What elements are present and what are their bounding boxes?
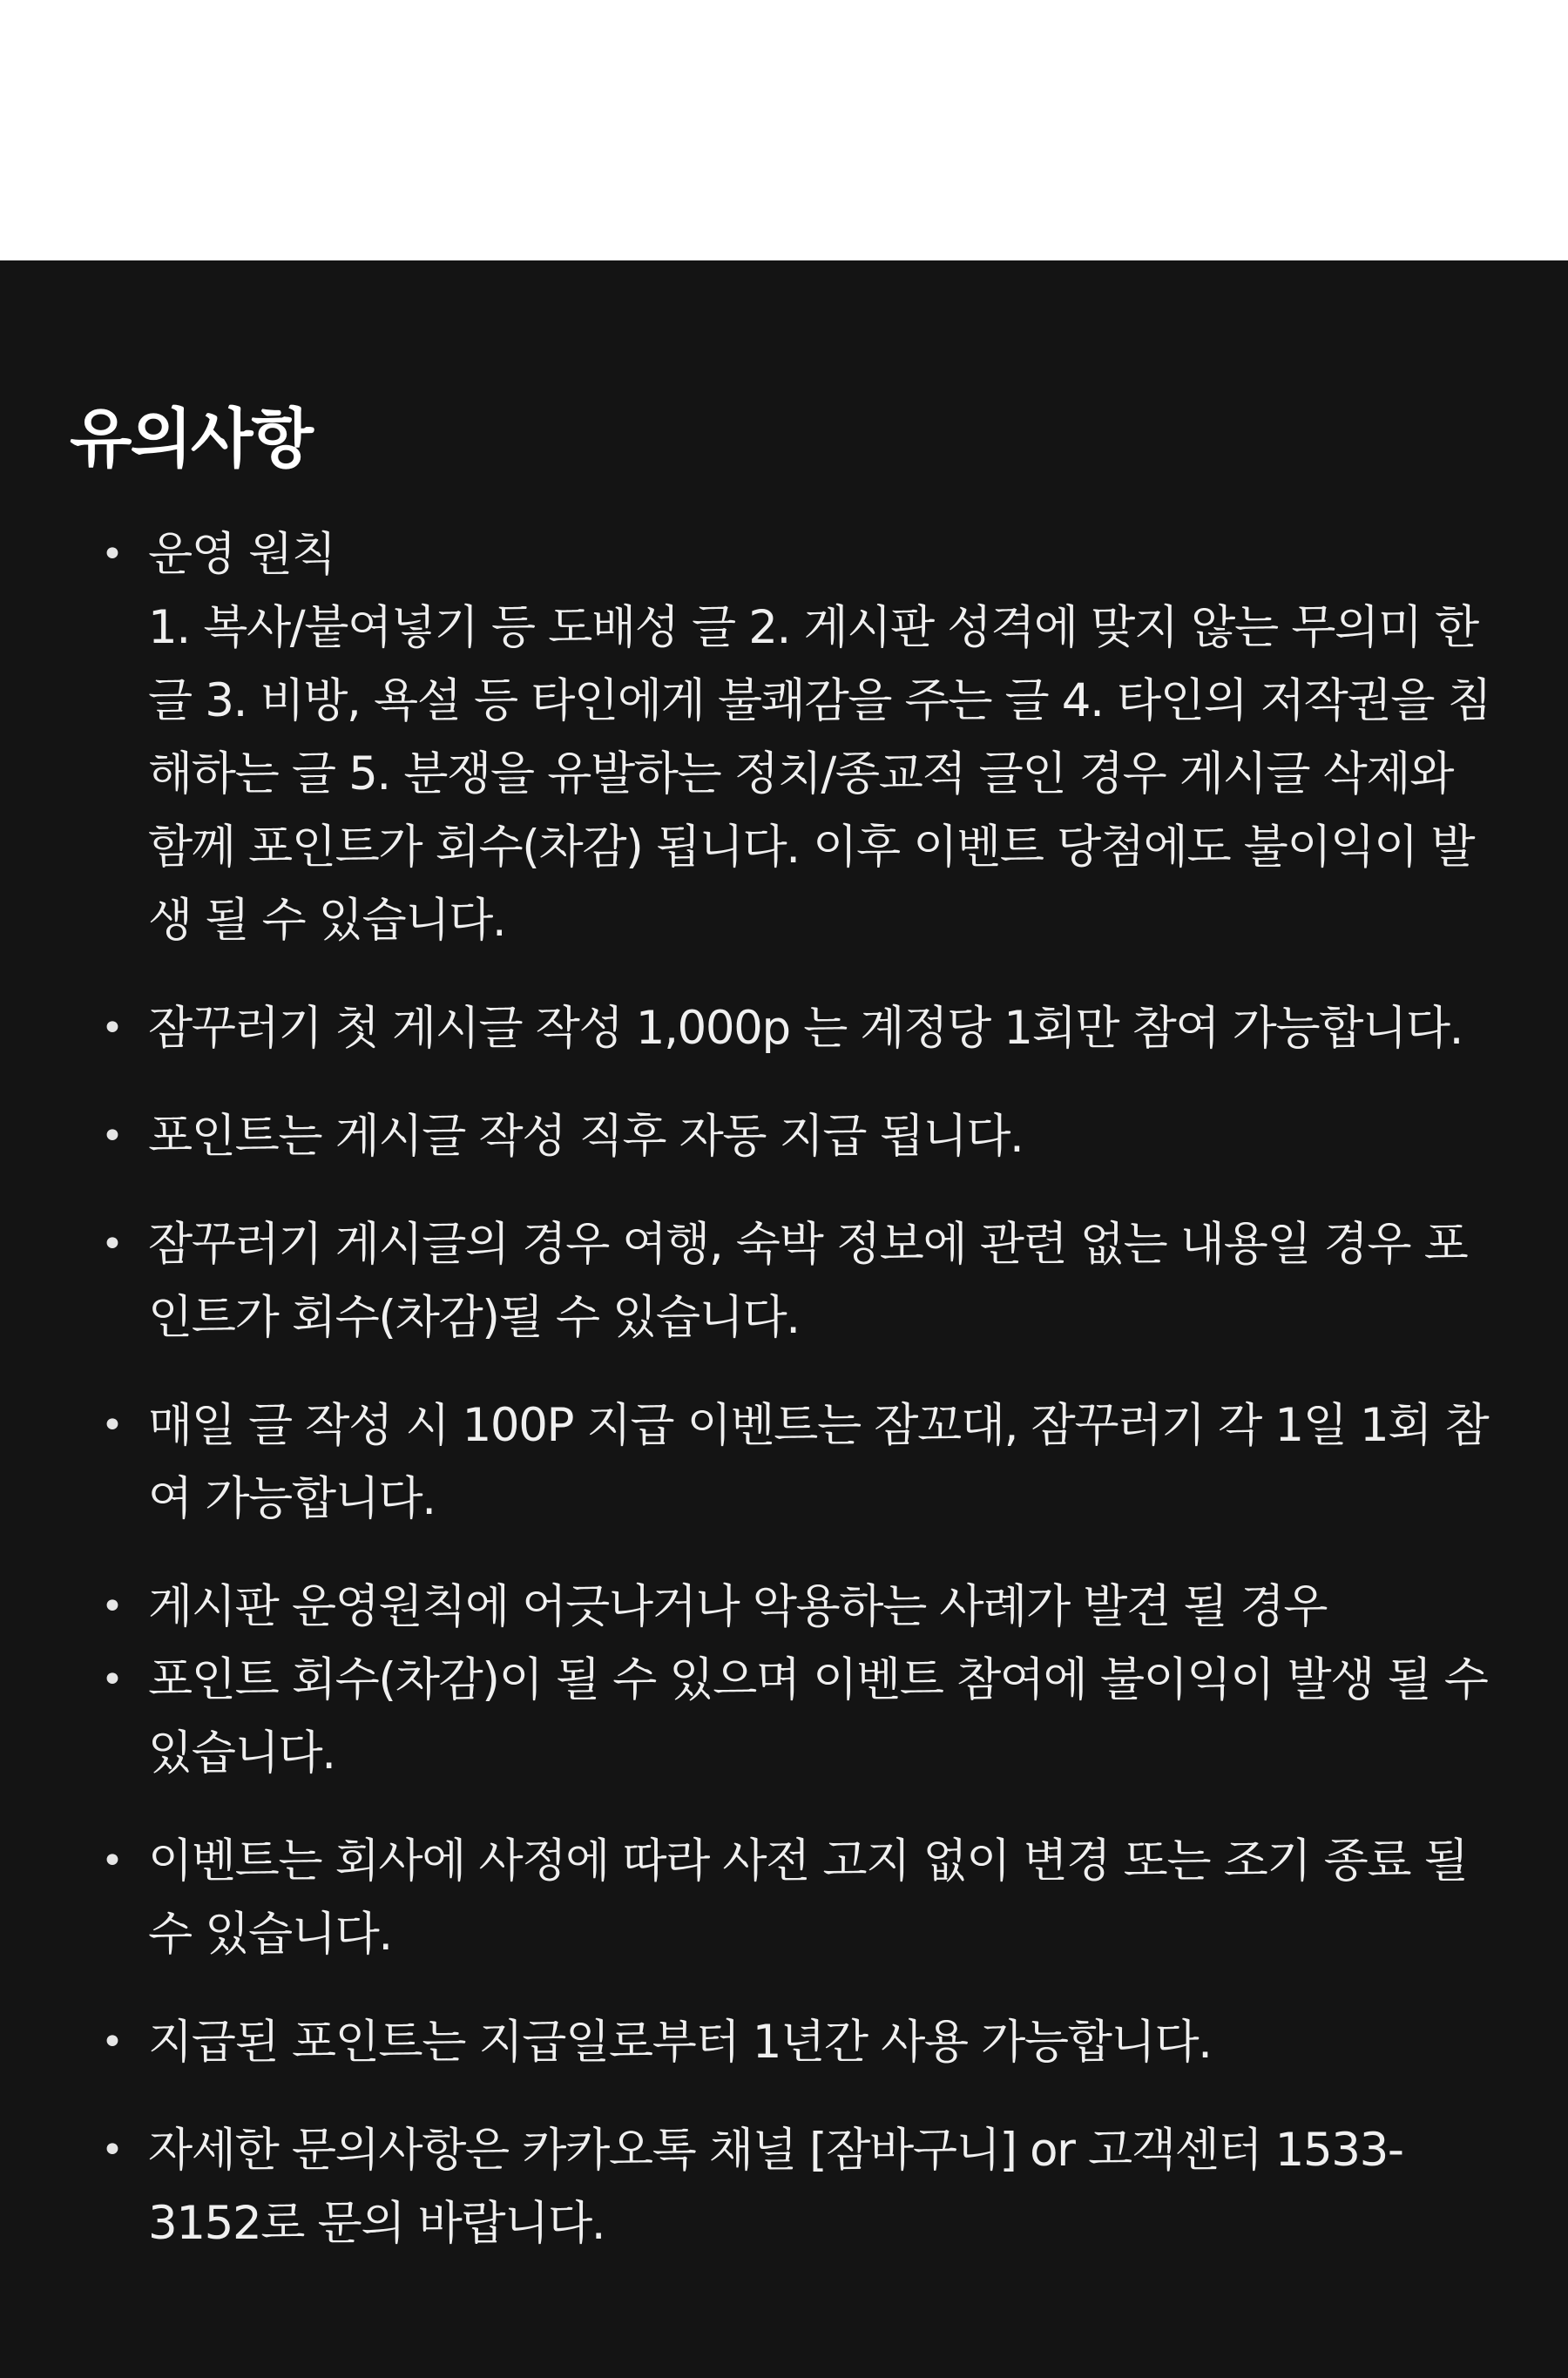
notice-item-point-validity — [70, 2006, 1502, 2079]
notice-item-text: 매일 글 작성 시 100P 지급 이벤트는 잠꼬대, 잠꾸러기 각 1일 1회 참여 가능합니다. — [148, 1399, 1489, 1525]
notice-item-point-recovery — [70, 1644, 1502, 1790]
notice-item-text: 포인트는 게시글 작성 직후 자동 지급 됩니다. — [148, 1110, 1024, 1163]
notice-item-text: 잠꾸러기 첫 게시글 작성 1,000p 는 계정당 1회만 참여 가능합니다. — [148, 1002, 1463, 1055]
notice-list — [70, 518, 1502, 2260]
notice-title: 유의사항 — [70, 402, 312, 476]
notice-item-body — [148, 518, 1502, 957]
notice-panel — [0, 260, 1568, 2378]
notice-item-auto-payment — [70, 1100, 1502, 1173]
bullet-icon: • — [101, 1222, 124, 1267]
top-blank-area — [0, 0, 1568, 260]
bullet-icon: • — [101, 1584, 124, 1629]
bullet-icon: • — [101, 2020, 124, 2064]
notice-item-text: 게시판 운영원칙에 어긋나거나 악용하는 사례가 발견 될 경우 — [148, 1580, 1328, 1633]
notice-item-text: 이벤트는 회사에 사정에 따라 사전 고지 없이 변경 또는 조기 종료 될 수 있습니다. — [148, 1834, 1468, 1961]
notice-item-policy-violation — [70, 1571, 1502, 1644]
bullet-icon: • — [101, 2128, 124, 2172]
notice-item-contact — [70, 2114, 1502, 2260]
notice-item-event-change — [70, 1825, 1502, 1971]
bullet-icon: • — [101, 1658, 124, 1702]
notice-item-text: 1. 복사/붙여넣기 등 도배성 글 2. 게시판 성격에 맞지 않는 무의미 한 글 3. 비방, 욕설 등 타인에게 불쾌감을 주는 글 4. 타인의 저작권을 침해하는 글 5. 분쟁을 유발하는 정치/종교적 글인 경우 게시글 삭제와 함께 포인트가 회수(차감) 됩니다. 이후 이벤트 당첨에도 불이익이 발생 될 수 있습니다. — [148, 601, 1491, 947]
notice-item-first-post-points — [70, 992, 1502, 1065]
notice-item-heading: 운영 원칙 — [148, 528, 335, 581]
notice-item-text: 포인트 회수(차감)이 될 수 있으며 이벤트 참여에 불이익이 발생 될 수 있습니다. — [148, 1653, 1488, 1780]
notice-item-text: 자세한 문의사항은 카카오톡 채널 [잠바구니] or 고객센터 1533-3152로 문의 바랍니다. — [148, 2124, 1403, 2250]
bullet-icon: • — [101, 1114, 124, 1159]
bullet-icon: • — [101, 1839, 124, 1883]
notice-item-irrelevant-content — [70, 1208, 1502, 1355]
notice-item-text: 지급된 포인트는 지급일로부터 1년간 사용 가능합니다. — [148, 2016, 1212, 2069]
notice-item-text: 잠꾸러기 게시글의 경우 여행, 숙박 정보에 관련 없는 내용일 경우 포인트가 회수(차감)될 수 있습니다. — [148, 1218, 1468, 1344]
bullet-icon: • — [101, 1006, 124, 1051]
notice-item-daily-event — [70, 1389, 1502, 1536]
notice-item-operation-policy — [70, 518, 1502, 957]
bullet-icon: • — [101, 1403, 124, 1448]
bullet-icon: • — [101, 532, 124, 577]
